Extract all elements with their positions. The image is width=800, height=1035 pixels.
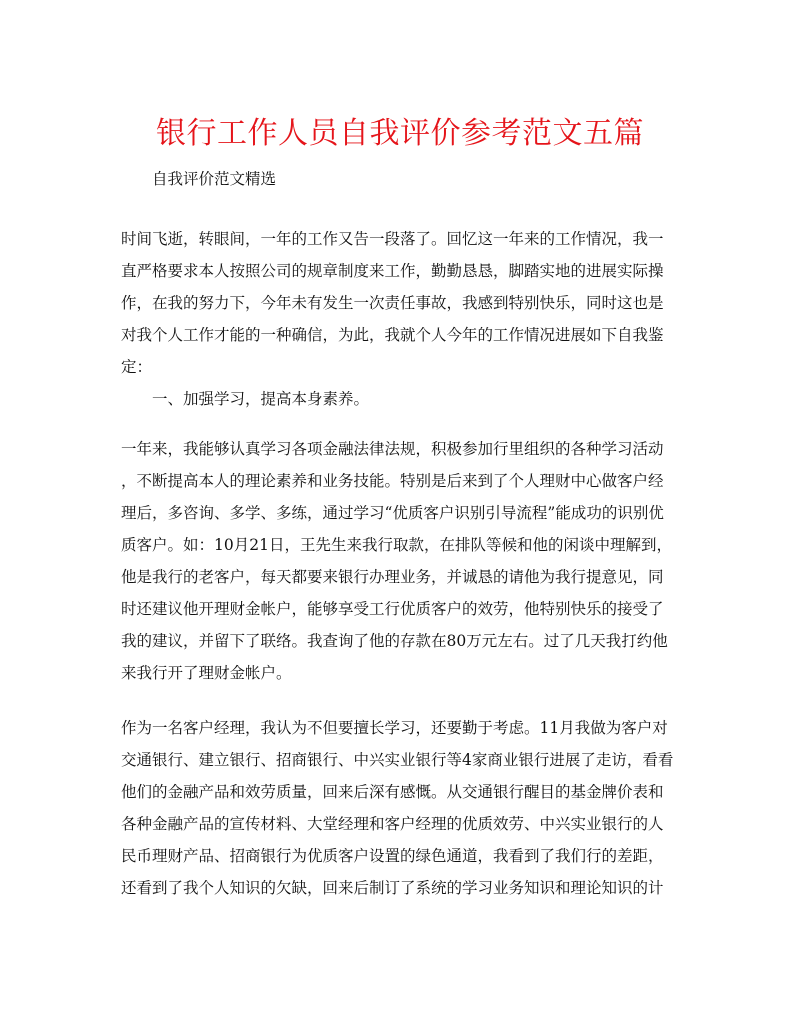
text-line: 质客户。如：10月21日，王先生来我行取款，在排队等候和他的闲谈中理解到， (121, 536, 672, 554)
text-line: 理后，多咨询、多学、多练，通过学习“优质客户识别引导流程”能成功的识别优 (121, 504, 664, 522)
paragraph-1 (121, 223, 683, 415)
text-line: 来我行开了理财金帐户。 (121, 664, 292, 682)
paragraph-2 (121, 433, 683, 689)
text-line: 作，在我的努力下，今年未有发生一次责任事故，我感到特别快乐，同时这也是 (121, 294, 664, 312)
text-line: 定： (121, 358, 153, 376)
text-line: 交通银行、建立银行、招商银行、中兴实业银行等4家商业银行进展了走访，看看 (121, 751, 674, 769)
text-line: 我的建议，并留下了联络。我查询了他的存款在80万元左右。过了几天我打约他 (121, 632, 668, 650)
text-line: ，不断提高本人的理论素养和业务技能。特别是后来到了个人理财中心做客户经 (121, 472, 664, 490)
text-line: 一年来，我能够认真学习各项金融法律法规，积极参加行里组织的各种学习活动 (121, 440, 664, 458)
text-line: 民币理财产品、招商银行为优质客户设置的绿色通道，我看到了我们行的差距， (121, 847, 664, 865)
text-line: 还看到了我个人知识的欠缺，回来后制订了系统的学习业务知识和理论知识的计 (121, 879, 664, 897)
document-title: 银行工作人员自我评价参考范文五篇 (156, 116, 644, 151)
text-line: 作为一名客户经理，我认为不但要擅长学习，还要勤于考虑。11月我做为客户对 (121, 719, 668, 737)
text-line: 对我个人工作才能的一种确信，为此，我就个人今年的工作情况进展如下自我鉴 (121, 326, 664, 344)
text-line: 时间飞逝，转眼间，一年的工作又告一段落了。回忆这一年来的工作情况，我一 (121, 230, 664, 248)
section-heading: 一、加强学习，提高本身素养。 (152, 390, 370, 408)
text-line: 时还建议他开理财金帐户，能够享受工行优质客户的效劳，他特别快乐的接受了 (121, 600, 664, 618)
document-subtitle: 自我评价范文精选 (152, 170, 277, 188)
text-line: 直严格要求本人按照公司的规章制度来工作，勤勤恳恳，脚踏实地的进展实际操 (121, 262, 664, 280)
text-line: 各种金融产品的宣传材料、大堂经理和客户经理的优质效劳、中兴实业银行的人 (121, 815, 664, 833)
text-line: 他们的金融产品和效劳质量，回来后深有感慨。从交通银行醒目的基金牌价表和 (121, 783, 664, 801)
text-line: 他是我行的老客户，每天都要来银行办理业务，并诚恳的请他为我行提意见，同 (121, 568, 664, 586)
paragraph-3 (121, 712, 683, 904)
